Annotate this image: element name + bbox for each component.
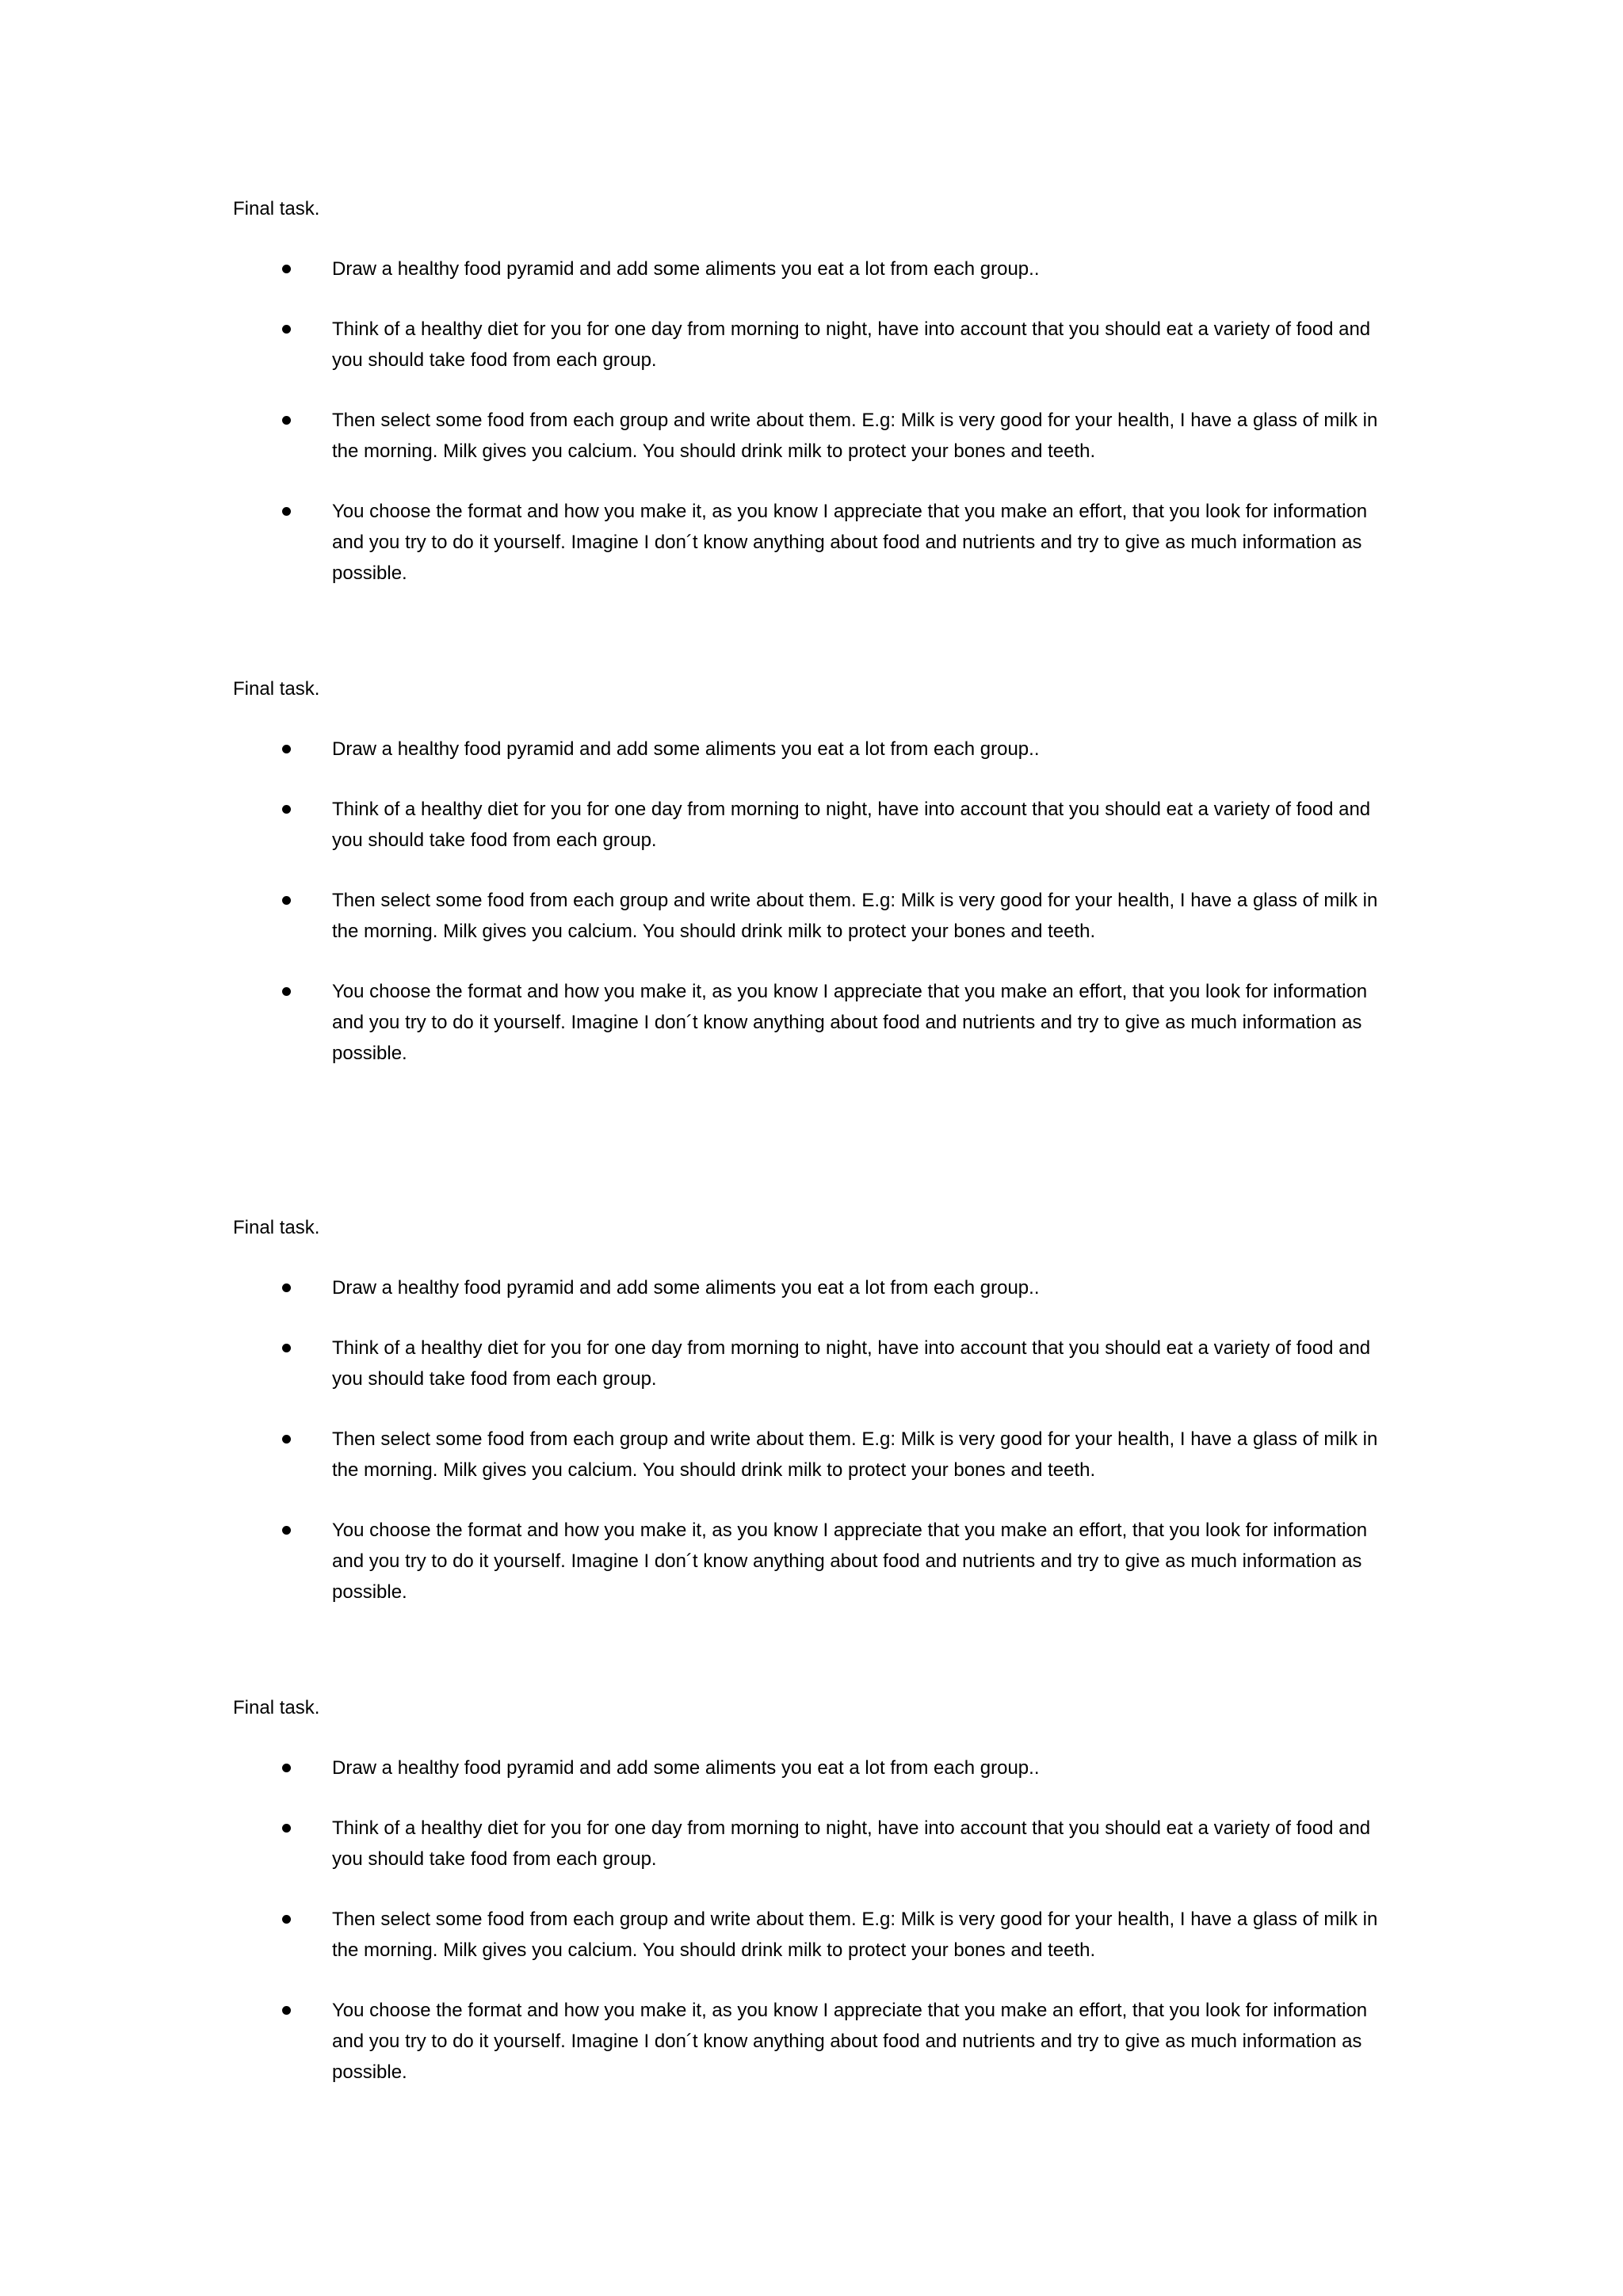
list-item <box>233 405 1398 467</box>
section-heading: Final task. <box>233 1697 320 1718</box>
bullet-icon <box>282 416 291 425</box>
list-item <box>233 794 1398 856</box>
section-heading: Final task. <box>233 198 320 219</box>
list-item <box>233 1272 1398 1303</box>
list-item <box>233 885 1398 947</box>
bullet-icon <box>282 1344 291 1352</box>
bullet-icon <box>282 2006 291 2015</box>
task-section-2 <box>233 673 1398 1069</box>
list-item-text: Draw a healthy food pyramid and add some aliments you eat a lot from each group.. <box>332 738 1040 760</box>
list-item <box>233 1813 1398 1875</box>
list-item <box>233 1995 1398 2088</box>
list-item <box>233 1333 1398 1394</box>
list-item-text: You choose the format and how you make it, as you know I appreciate that you make an effort, that you look for information and you try to do it yourself. Imagine I don´t know anything about food and nutrients and try to give as much information as possible. <box>332 501 1368 584</box>
list-item-text: Then select some food from each group and write about them. E.g: Milk is very good for your health, I have a glass of milk in the morning. Milk gives you calcium. You should drink milk to protect your bones and teeth. <box>332 1428 1378 1481</box>
list-item-text: You choose the format and how you make it, as you know I appreciate that you make an effort, that you look for information and you try to do it yourself. Imagine I don´t know anything about food and nutrients and try to give as much information as possible. <box>332 2000 1368 2083</box>
list-item-text: You choose the format and how you make it, as you know I appreciate that you make an effort, that you look for information and you try to do it yourself. Imagine I don´t know anything about food and nutrients and try to give as much information as possible. <box>332 1520 1368 1603</box>
bullet-icon <box>282 1283 291 1292</box>
list-item <box>233 1515 1398 1608</box>
list-item-text: Draw a healthy food pyramid and add some aliments you eat a lot from each group.. <box>332 258 1040 280</box>
bullet-icon <box>282 1435 291 1444</box>
list-item <box>233 1424 1398 1486</box>
list-item-text: Then select some food from each group and write about them. E.g: Milk is very good for your health, I have a glass of milk in the morning. Milk gives you calcium. You should drink milk to protect your bones and teeth. <box>332 410 1378 462</box>
list-item-text: Think of a healthy diet for you for one day from morning to night, have into account that you should eat a variety of food and you should take food from each group. <box>332 1817 1371 1870</box>
task-section-4 <box>233 1692 1398 2088</box>
list-item-text: You choose the format and how you make it, as you know I appreciate that you make an effort, that you look for information and you try to do it yourself. Imagine I don´t know anything about food and nutrients and try to give as much information as possible. <box>332 981 1368 1064</box>
list-item <box>233 1904 1398 1966</box>
bullet-icon <box>282 896 291 905</box>
list-item <box>233 254 1398 284</box>
list-item-text: Draw a healthy food pyramid and add some aliments you eat a lot from each group.. <box>332 1757 1040 1779</box>
section-heading: Final task. <box>233 678 320 700</box>
list-item-text: Think of a healthy diet for you for one day from morning to night, have into account that you should eat a variety of food and you should take food from each group. <box>332 318 1371 371</box>
bullet-icon <box>282 1526 291 1535</box>
list-item <box>233 734 1398 765</box>
bullet-list <box>233 254 1398 589</box>
list-item-text: Then select some food from each group and write about them. E.g: Milk is very good for your health, I have a glass of milk in the morning. Milk gives you calcium. You should drink milk to protect your bones and teeth. <box>332 890 1378 942</box>
bullet-icon <box>282 745 291 753</box>
list-item <box>233 1753 1398 1783</box>
bullet-icon <box>282 987 291 996</box>
section-heading: Final task. <box>233 1217 320 1238</box>
bullet-icon <box>282 1764 291 1772</box>
list-item-text: Think of a healthy diet for you for one day from morning to night, have into account that you should eat a variety of food and you should take food from each group. <box>332 799 1371 851</box>
list-item <box>233 314 1398 376</box>
list-item-text: Then select some food from each group and write about them. E.g: Milk is very good for your health, I have a glass of milk in the morning. Milk gives you calcium. You should drink milk to protect your bones and teeth. <box>332 1909 1378 1961</box>
list-item <box>233 496 1398 589</box>
bullet-icon <box>282 1824 291 1833</box>
bullet-icon <box>282 325 291 334</box>
list-item-text: Draw a healthy food pyramid and add some aliments you eat a lot from each group.. <box>332 1277 1040 1299</box>
bullet-icon <box>282 805 291 814</box>
bullet-icon <box>282 265 291 273</box>
bullet-list <box>233 1272 1398 1608</box>
task-section-1 <box>233 193 1398 589</box>
list-item-text: Think of a healthy diet for you for one day from morning to night, have into account that you should eat a variety of food and you should take food from each group. <box>332 1337 1371 1390</box>
bullet-icon <box>282 507 291 516</box>
bullet-list <box>233 734 1398 1069</box>
bullet-icon <box>282 1915 291 1924</box>
bullet-list <box>233 1753 1398 2088</box>
task-section-3 <box>233 1212 1398 1608</box>
list-item <box>233 976 1398 1069</box>
